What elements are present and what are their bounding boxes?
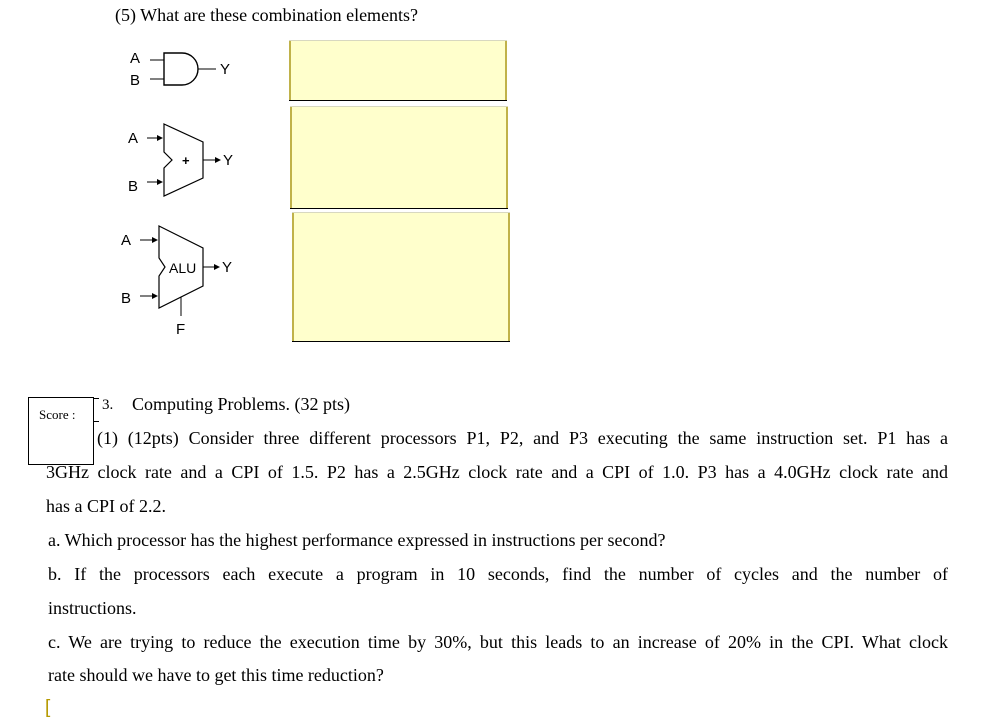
alu-label: ALU	[169, 260, 197, 276]
answer-box-and-gate[interactable]	[289, 40, 507, 101]
and-gate-input-a: A	[130, 50, 141, 67]
adder-output-y: Y	[223, 152, 234, 169]
and-gate-symbol	[164, 53, 198, 85]
adder-input-b: B	[128, 178, 139, 195]
alu-control-f: F	[176, 321, 186, 338]
problem-3-intro-line-3: has a CPI of 2.2.	[46, 496, 166, 516]
and-gate-output-y: Y	[220, 61, 231, 78]
adder-plus-label: +	[182, 153, 190, 168]
alu-output-y: Y	[222, 259, 233, 276]
answer-box-alu[interactable]	[292, 212, 510, 342]
problem-3-item-b-line-2: instructions.	[48, 598, 137, 618]
alu-diagram	[115, 222, 245, 342]
problem-3-item-c-line-2: rate should we have to get this time reduction?	[48, 665, 384, 685]
bracket-mark	[93, 398, 99, 422]
question-5-title: (5) What are these combination elements?	[115, 5, 419, 25]
alu-input-b: B	[121, 290, 132, 307]
and-gate-diagram	[120, 46, 240, 94]
and-gate-input-b: B	[130, 72, 141, 89]
problem-3-intro-line-1: (1) (12pts) Consider three different processors P1, P2, and P3 executing the same instruction set. P1 has a	[97, 428, 948, 448]
problem-3-heading: Computing Problems. (32 pts)	[132, 394, 351, 414]
answer-box-adder[interactable]	[290, 106, 508, 209]
problem-3-item-c-line-1: c. We are trying to reduce the execution time by 30%, but this leads to an increase of 20% in the CPI. What clock	[48, 632, 948, 652]
text-cursor-mark: [	[45, 697, 51, 718]
adder-input-a: A	[128, 130, 139, 147]
adder-diagram	[120, 120, 250, 200]
problem-3-item-b-line-1: b. If the processors each execute a program in 10 seconds, find the number of cycles and the number of	[48, 564, 948, 584]
problem-3-number: 3.	[102, 397, 114, 413]
problem-3-intro-line-2: 3GHz clock rate and a CPI of 1.5. P2 has a 2.5GHz clock rate and a CPI of 1.0. P3 has a 4.0GHz clock rate and	[46, 462, 948, 482]
score-label: Score :	[39, 407, 76, 422]
problem-3-item-a: a. Which processor has the highest performance expressed in instructions per second?	[48, 530, 666, 550]
score-box[interactable]	[28, 397, 94, 465]
alu-input-a: A	[121, 232, 132, 249]
